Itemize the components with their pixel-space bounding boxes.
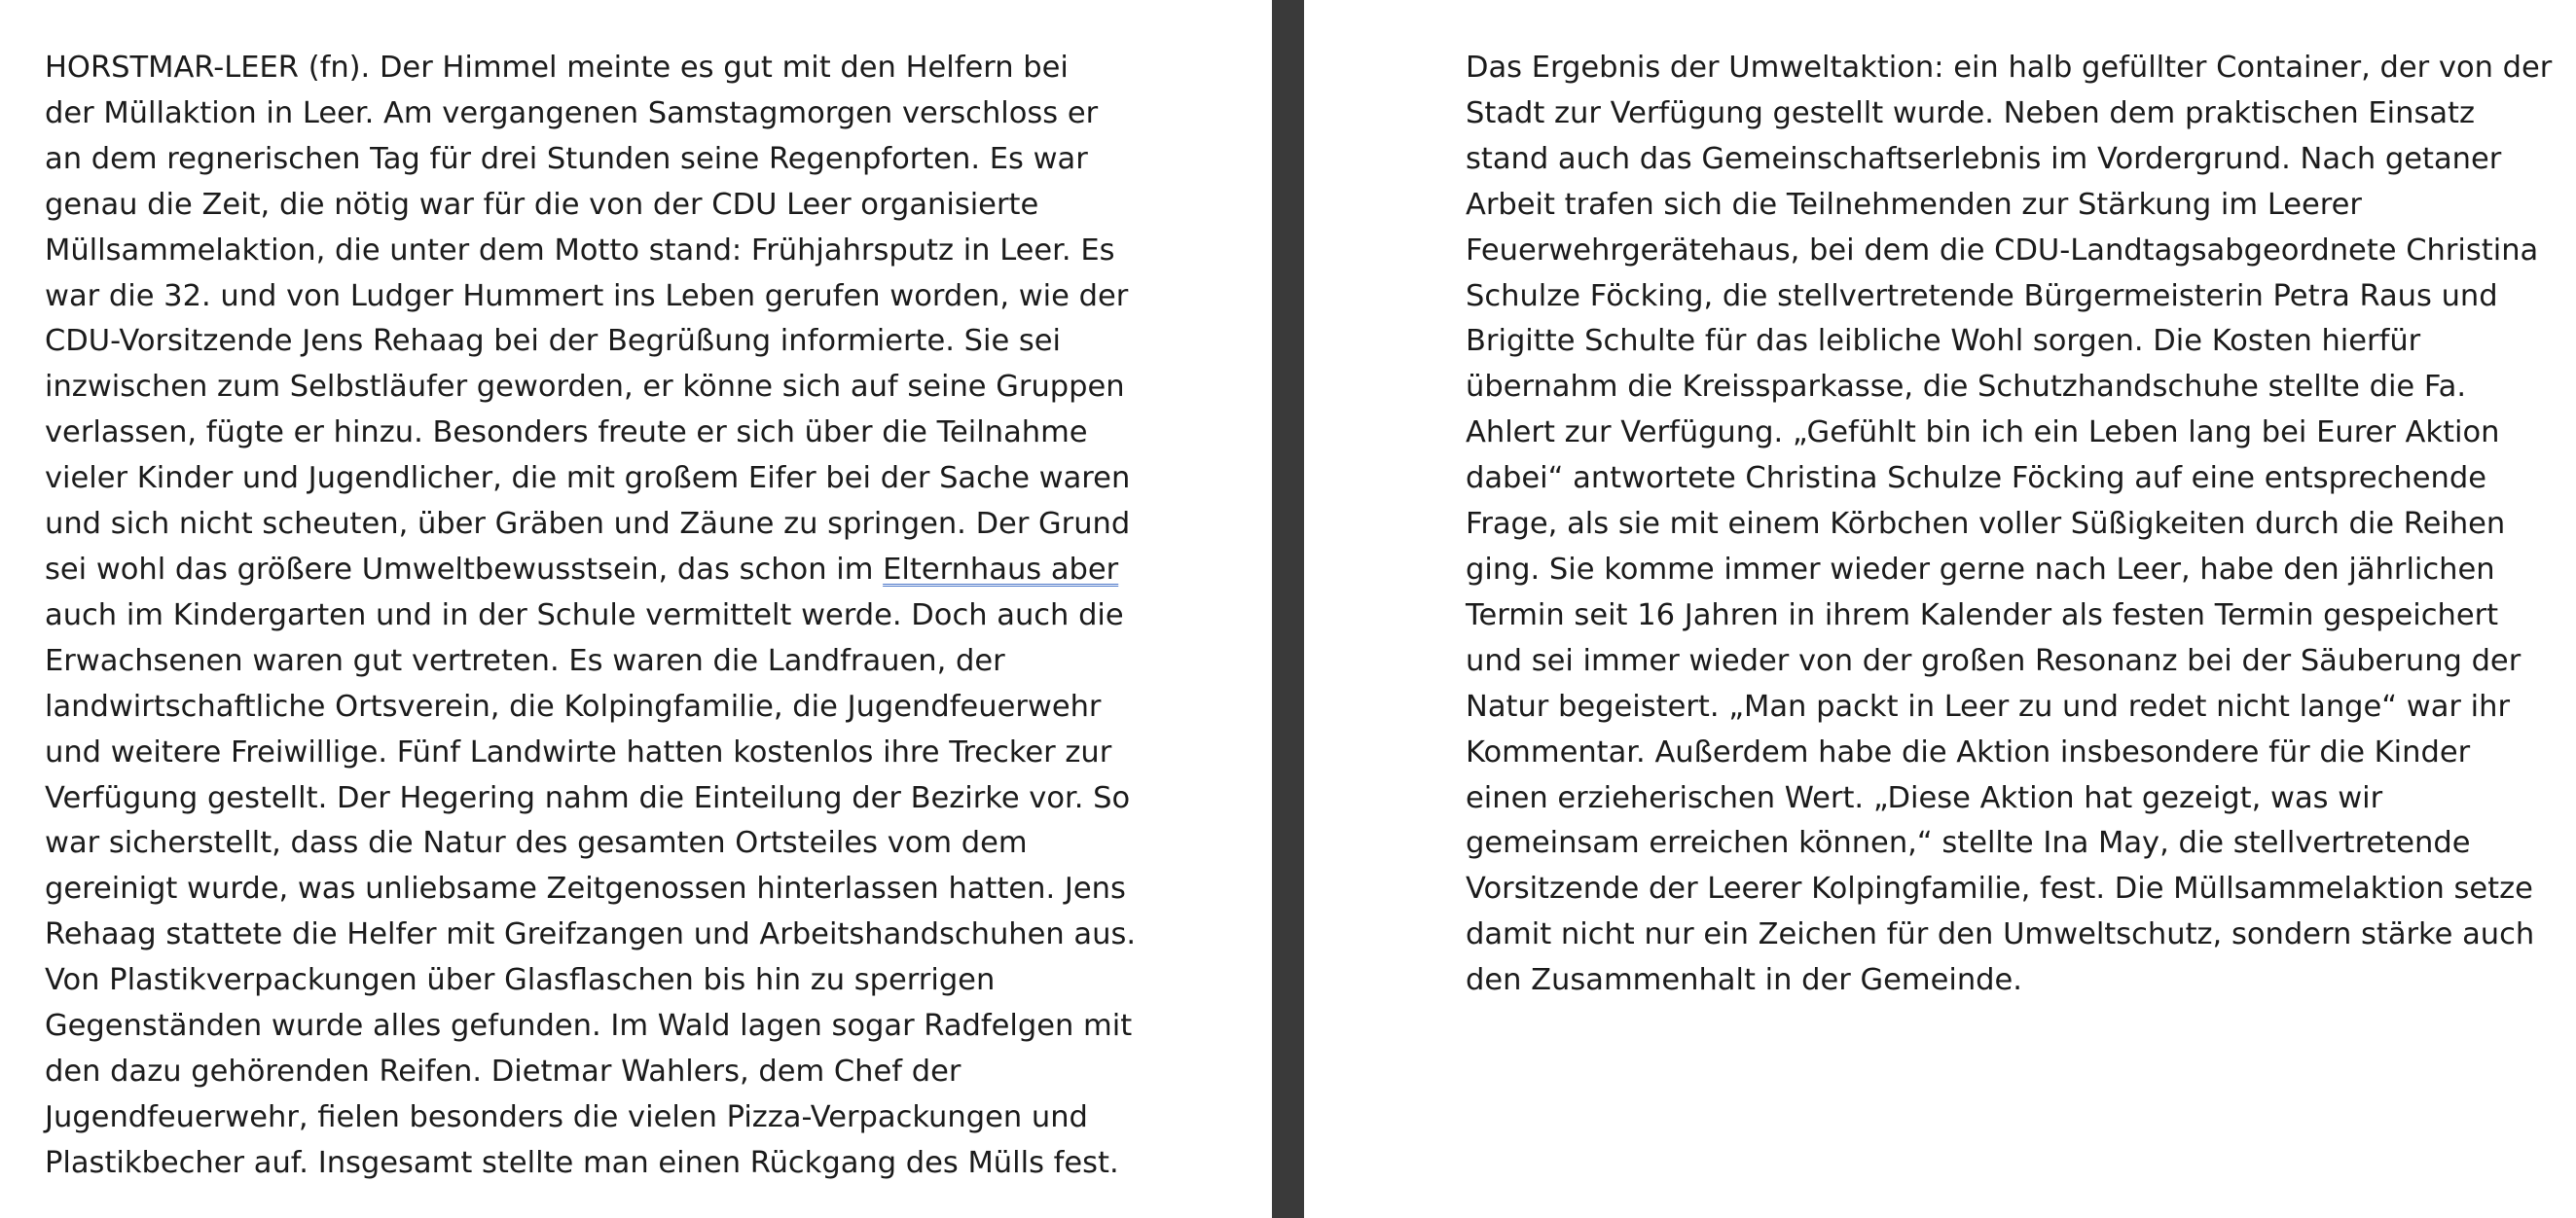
text-line: und weitere Freiwillige. Fünf Landwirte hatten kostenlos ihre Trecker zur <box>45 734 1112 770</box>
text-line: vieler Kinder und Jugendlicher, die mit großem Eifer bei der Sache waren <box>45 461 1131 496</box>
text-line: Frage, als sie mit einem Körbchen voller Süßigkeiten durch die Reihen <box>1466 507 2506 542</box>
text-line: den dazu gehörenden Reifen. Dietmar Wahlers, dem Chef der <box>45 1054 961 1089</box>
text-line: Natur begeistert. „Man packt in Leer zu und redet nicht lange“ war ihr <box>1466 689 2510 724</box>
text-line: gemeinsam erreichen können,“ stellte Ina May, die stellvertretende <box>1466 826 2471 861</box>
text-line: verlassen, fügte er hinzu. Besonders freute er sich über die Teilnahme <box>45 415 1088 450</box>
text-line: Ahlert zur Verfügung. „Gefühlt bin ich ein Leben lang bei Eurer Aktion <box>1466 415 2500 450</box>
text-line: Von Plastikverpackungen über Glasflaschen bis hin zu sperrigen <box>45 963 996 998</box>
text-line: den Zusammenhalt in der Gemeinde. <box>1466 963 2022 998</box>
text-line: einen erzieherischen Wert. „Diese Aktion hat gezeigt, was wir <box>1466 780 2383 815</box>
text-line: Müllsammelaktion, die unter dem Motto stand: Frühjahrsputz in Leer. Es <box>45 233 1115 268</box>
page-gutter <box>1272 0 1304 1218</box>
spelling-flag[interactable]: Elternhaus aber <box>883 552 1119 587</box>
text-line: genau die Zeit, die nötig war für die von der CDU Leer organisierte <box>45 187 1039 222</box>
text-line: damit nicht nur ein Zeichen für den Umweltschutz, sondern stärke auch <box>1466 917 2535 952</box>
text-line <box>45 548 1213 593</box>
text-line: dabei“ antwortete Christina Schulze Föcking auf eine entsprechende <box>1466 461 2486 496</box>
text-line: inzwischen zum Selbstläufer geworden, er könne sich auf seine Gruppen <box>45 370 1125 405</box>
text-line: Vorsitzende der Leerer Kolpingfamilie, fest. Die Müllsammelaktion setze <box>1466 872 2533 907</box>
text-line: Feuerwehrgerätehaus, bei dem die CDU-Landtagsabgeordnete Christina <box>1466 233 2539 268</box>
text-line: und sei immer wieder von der großen Resonanz bei der Säuberung der <box>1466 643 2522 678</box>
text-line: CDU-Vorsitzende Jens Rehaag bei der Begrüßung informierte. Sie sei <box>45 324 1062 359</box>
text-line: auch im Kindergarten und in der Schule vermittelt werde. Doch auch die <box>45 597 1124 632</box>
text-line: war die 32. und von Ludger Hummert ins Leben gerufen worden, wie der <box>45 278 1129 313</box>
right-page[interactable] <box>1304 0 2576 1218</box>
text-line: und sich nicht scheuten, über Gräben und Zäune zu springen. Der Grund <box>45 507 1131 542</box>
text-line: Rehaag stattete die Helfer mit Greifzangen und Arbeitshandschuhen aus. <box>45 917 1137 952</box>
text-line: ging. Sie komme immer wieder gerne nach Leer, habe den jährlichen <box>1466 552 2495 587</box>
text-line: gereinigt wurde, was unliebsame Zeitgenossen hinterlassen hatten. Jens <box>45 872 1126 907</box>
left-page[interactable] <box>0 0 1272 1218</box>
text-line: Jugendfeuerwehr, fielen besonders die vielen Pizza-Verpackungen und <box>45 1099 1088 1134</box>
text-line: HORSTMAR-LEER (fn). Der Himmel meinte es gut mit den Helfern bei <box>45 51 1069 85</box>
text-line: Brigitte Schulte für das leibliche Wohl sorgen. Die Kosten hierfür <box>1466 324 2421 359</box>
text-line: war sicherstellt, dass die Natur des gesamten Ortsteiles vom dem <box>45 826 1028 861</box>
text-line: Kommentar. Außerdem habe die Aktion insbesondere für die Kinder <box>1466 734 2471 770</box>
text-line: stand auch das Gemeinschaftserlebnis im Vordergrund. Nach getaner <box>1466 141 2502 176</box>
text-line: Arbeit trafen sich die Teilnehmenden zur Stärkung im Leerer <box>1466 187 2362 222</box>
right-page-body[interactable] <box>1466 46 2575 1004</box>
text-line: Termin seit 16 Jahren in ihrem Kalender als festen Termin gespeichert <box>1466 597 2499 632</box>
text-line: Plastikbecher auf. Insgesamt stellte man einen Rückgang des Mülls fest. <box>45 1145 1119 1180</box>
text-segment: sei wohl das größere Umweltbewusstsein, das schon im <box>45 552 884 587</box>
text-line: an dem regnerischen Tag für drei Stunden seine Regenpforten. Es war <box>45 141 1088 176</box>
text-line: Schulze Föcking, die stellvertretende Bürgermeisterin Petra Raus und <box>1466 278 2498 313</box>
text-line: Verfügung gestellt. Der Hegering nahm die Einteilung der Bezirke vor. So <box>45 780 1131 815</box>
text-line: Gegenständen wurde alles gefunden. Im Wald lagen sogar Radfelgen mit <box>45 1009 1133 1044</box>
left-page-body[interactable] <box>45 46 1213 1187</box>
text-line: Das Ergebnis der Umweltaktion: ein halb gefüllter Container, der von der <box>1466 51 2553 85</box>
text-line: der Müllaktion in Leer. Am vergangenen Samstagmorgen verschloss er <box>45 95 1099 130</box>
text-line: Erwachsenen waren gut vertreten. Es waren die Landfrauen, der <box>45 643 1005 678</box>
text-line: übernahm die Kreissparkasse, die Schutzhandschuhe stellte die Fa. <box>1466 370 2467 405</box>
text-line: landwirtschaftliche Ortsverein, die Kolpingfamilie, die Jugendfeuerwehr <box>45 689 1102 724</box>
text-line: Stadt zur Verfügung gestellt wurde. Neben dem praktischen Einsatz <box>1466 95 2476 130</box>
